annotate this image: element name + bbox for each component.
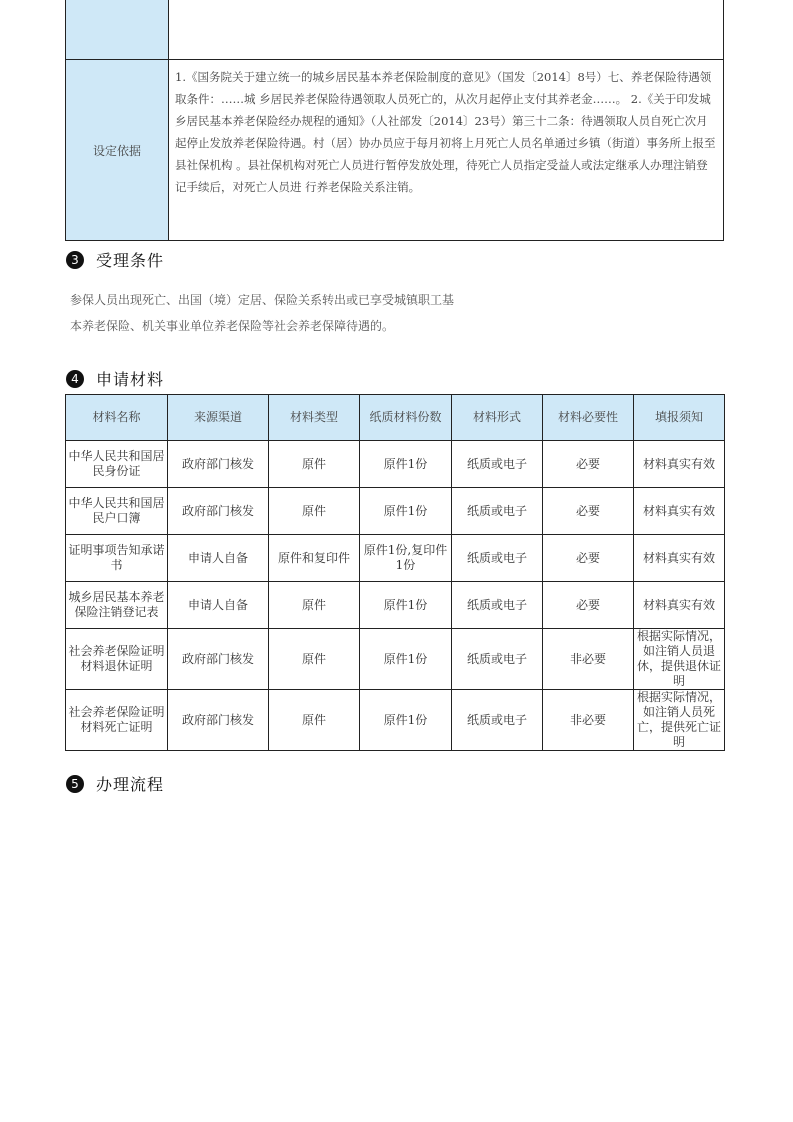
basis-text: 1.《国务院关于建立统一的城乡居民基本养老保险制度的意见》（国发〔2014〕8号）七、养老保险待遇领取条件：……城 乡居民养老保险待遇领取人员死亡的，从次月起停止支付其养老金……。 2.《关于印发城乡居民基本养老保险经办规程的通知》（人社部发〔2014〕23号）第三十二条：待遇领取人员自死亡次月 起停止发放养老保险待遇。村（居）协办员应于每月初将上月死亡人员名单通过乡镇（街道）事务所上报至县社保机构 。县社保机构对死亡人员进行暂停发放处理，待死亡人员指定受益人或法定继承人办理注销登记手续后，对死亡人员进 行养老保险关系注销。 xyxy=(169,60,724,241)
table-row xyxy=(66,690,725,751)
cell-source: 政府部门核发 xyxy=(168,488,269,535)
section-5-number-badge: 5 xyxy=(66,775,84,793)
acceptance-conditions-line: 参保人员出现死亡、出国（境）定居、保险关系转出或已享受城镇职工基 xyxy=(70,293,455,307)
cell-material-form: 纸质或电子 xyxy=(452,582,543,629)
cell-necessity: 必要 xyxy=(543,441,634,488)
cell-notes: 根据实际情况，如注销人员死亡，提供死亡证明 xyxy=(634,690,725,751)
header-paper-copies: 纸质材料份数 xyxy=(360,395,452,441)
header-material-name: 材料名称 xyxy=(66,395,168,441)
materials-table-header-row xyxy=(66,395,725,441)
table-row xyxy=(66,441,725,488)
cell-material-name: 中华人民共和国居民身份证 xyxy=(66,441,168,488)
cell-notes: 根据实际情况，如注销人员退休，提供退休证明 xyxy=(634,629,725,690)
basis-table-top-row xyxy=(66,0,724,60)
cell-notes: 材料真实有效 xyxy=(634,535,725,582)
section-3-title: 受理条件 xyxy=(96,251,165,270)
cell-material-type: 原件 xyxy=(269,488,360,535)
section-4-number-badge: 4 xyxy=(66,370,84,388)
materials-table xyxy=(65,394,725,751)
header-material-type: 材料类型 xyxy=(269,395,360,441)
table-row xyxy=(66,629,725,690)
basis-table-top-label-cell xyxy=(66,0,169,60)
cell-material-form: 纸质或电子 xyxy=(452,690,543,751)
cell-necessity: 必要 xyxy=(543,488,634,535)
cell-notes: 材料真实有效 xyxy=(634,441,725,488)
header-source: 来源渠道 xyxy=(168,395,269,441)
acceptance-conditions xyxy=(70,287,710,339)
section-4-heading xyxy=(66,367,164,390)
section-5-title: 办理流程 xyxy=(96,775,165,794)
cell-material-type: 原件 xyxy=(269,690,360,751)
cell-source: 政府部门核发 xyxy=(168,690,269,751)
cell-necessity: 非必要 xyxy=(543,690,634,751)
cell-necessity: 必要 xyxy=(543,582,634,629)
table-row xyxy=(66,488,725,535)
cell-material-type: 原件 xyxy=(269,441,360,488)
cell-paper-copies: 原件1份 xyxy=(360,629,452,690)
section-3-heading xyxy=(66,248,164,271)
cell-material-name: 社会养老保险证明材料死亡证明 xyxy=(66,690,168,751)
cell-source: 申请人自备 xyxy=(168,535,269,582)
cell-necessity: 非必要 xyxy=(543,629,634,690)
cell-paper-copies: 原件1份 xyxy=(360,441,452,488)
cell-material-name: 中华人民共和国居民户口簿 xyxy=(66,488,168,535)
header-necessity: 材料必要性 xyxy=(543,395,634,441)
section-4-title: 申请材料 xyxy=(96,370,165,389)
header-notes: 填报须知 xyxy=(634,395,725,441)
section-5-heading xyxy=(66,772,164,795)
basis-table xyxy=(65,0,724,241)
cell-material-type: 原件和复印件 xyxy=(269,535,360,582)
cell-material-type: 原件 xyxy=(269,582,360,629)
basis-table-top-value-cell xyxy=(169,0,724,60)
cell-material-form: 纸质或电子 xyxy=(452,535,543,582)
cell-paper-copies: 原件1份 xyxy=(360,488,452,535)
cell-material-form: 纸质或电子 xyxy=(452,441,543,488)
section-3-number-badge: 3 xyxy=(66,251,84,269)
cell-material-name: 城乡居民基本养老保险注销登记表 xyxy=(66,582,168,629)
cell-paper-copies: 原件1份,复印件1份 xyxy=(360,535,452,582)
cell-material-form: 纸质或电子 xyxy=(452,488,543,535)
cell-source: 政府部门核发 xyxy=(168,441,269,488)
cell-material-name: 社会养老保险证明材料退休证明 xyxy=(66,629,168,690)
cell-notes: 材料真实有效 xyxy=(634,488,725,535)
basis-label: 设定依据 xyxy=(66,60,169,241)
cell-source: 申请人自备 xyxy=(168,582,269,629)
cell-material-name: 证明事项告知承诺书 xyxy=(66,535,168,582)
cell-source: 政府部门核发 xyxy=(168,629,269,690)
cell-paper-copies: 原件1份 xyxy=(360,582,452,629)
table-row xyxy=(66,535,725,582)
cell-material-form: 纸质或电子 xyxy=(452,629,543,690)
acceptance-conditions-line: 本养老保险、机关事业单位养老保险等社会养老保障待遇的。 xyxy=(70,319,395,333)
table-row xyxy=(66,582,725,629)
header-material-form: 材料形式 xyxy=(452,395,543,441)
cell-material-type: 原件 xyxy=(269,629,360,690)
cell-notes: 材料真实有效 xyxy=(634,582,725,629)
basis-row xyxy=(66,60,724,241)
cell-paper-copies: 原件1份 xyxy=(360,690,452,751)
cell-necessity: 必要 xyxy=(543,535,634,582)
